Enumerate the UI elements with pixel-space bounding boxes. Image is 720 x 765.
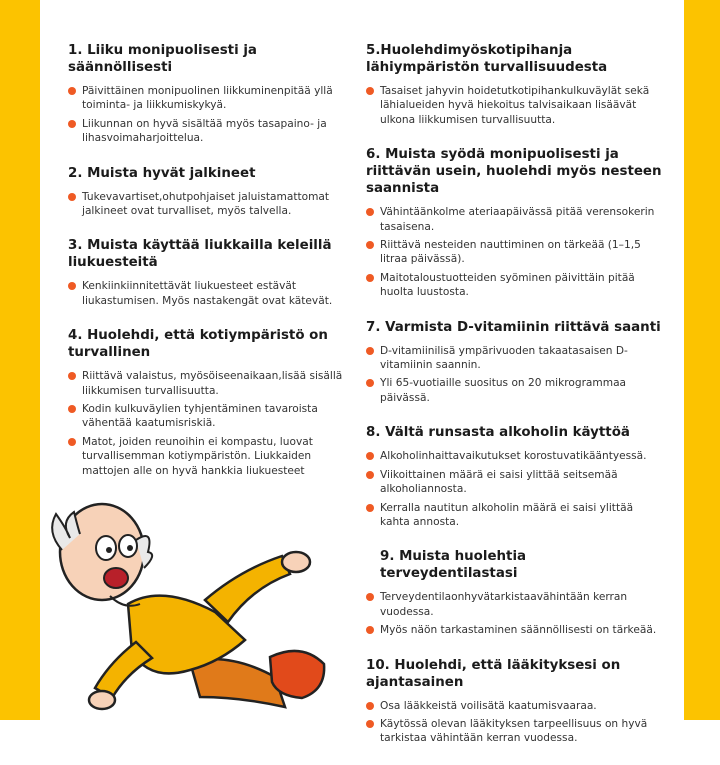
bullet-item: Viikoittainen määrä ei saisi ylittää seitsemää alkoholiannosta. [366, 468, 662, 497]
section-7 [366, 319, 662, 406]
bullet-item: D-vitamiinilisä ympärivuoden takaatasaisen D-vitamiinin saannin. [366, 344, 662, 373]
bullet-dot-icon [68, 120, 76, 128]
section-6 [366, 146, 662, 299]
bullet-item: Liikunnan on hyvä sisältää myös tasapaino- ja lihasvoimaharjoittelua. [68, 117, 350, 146]
section-10 [366, 657, 662, 746]
bullet-dot-icon [366, 208, 374, 216]
section-heading: 6. Muista syödä monipuolisesti ja riittävän usein, huolehdi myös nesteen saannista [366, 147, 662, 197]
left-arm-shape [95, 642, 152, 698]
bullet-item: Osa lääkkeistä voilisätä kaatumisvaaraa. [366, 699, 662, 713]
bullet-dot-icon [68, 372, 76, 380]
bullet-dot-icon [68, 438, 76, 446]
right-column [366, 42, 662, 765]
section-heading: 8. Vältä runsasta alkoholin käyttöä [366, 425, 630, 441]
bullet-dot-icon [68, 193, 76, 201]
bullet-dot-icon [366, 379, 374, 387]
bullet-dot-icon [366, 347, 374, 355]
section-heading: 5.Huolehdimyöskotipihanja lähiympäristön turvallisuudesta [366, 43, 608, 75]
bullet-item: Alkoholinhaittavaikutukset korostuvatikääntyessä. [366, 449, 662, 463]
right-accent-bar [684, 0, 720, 720]
section-4 [68, 327, 350, 478]
mouth-shape [104, 568, 128, 588]
section-9 [366, 548, 662, 637]
bullet-item: Riittävä valaistus, myösöiseenaikaan,lisää sisällä liikkumisen turvallisuutta. [68, 369, 350, 398]
bullet-item: Käytössä olevan lääkityksen tarpeellisuus on hyvä tarkistaa vähintään kerran vuodessa. [366, 717, 662, 746]
section-1 [68, 42, 350, 146]
bullet-item: Tukevavartiset,ohutpohjaiset jaluistamattomat jalkineet ovat turvalliset, myös talvella. [68, 190, 350, 219]
bullet-item: Vähintäänkolme ateriaapäivässä pitää verensokerin tasaisena. [366, 205, 662, 234]
section-2 [68, 165, 350, 219]
bullet-item: Yli 65-vuotiaille suositus on 20 mikrogrammaa päivässä. [366, 376, 662, 405]
shoe-shape [270, 651, 324, 698]
section-heading: 4. Huolehdi, että kotiympäristö on turvallinen [68, 328, 328, 361]
section-heading: 7. Varmista D-vitamiinin riittävä saanti [366, 319, 661, 335]
bullet-item: Riittävä nesteiden nauttiminen on tärkeää (1–1,5 litraa päivässä). [366, 238, 662, 267]
bullet-item: Matot, joiden reunoihin ei kompastu, luovat turvallisemman kotiympäristön. Liukkaiden mattojen alle on hyvä hankkia liukuesteet [68, 435, 350, 478]
section-heading: 3. Muista käyttää liukkailla keleillä liukuesteitä [68, 238, 332, 271]
eye-left [96, 536, 116, 560]
bullet-item: Tasaiset jahyvin hoidetutkotipihankulkuväylät sekä lähialueiden hyvä hiekoitus talvisaikaan lisäävät ulkona liikkumisen turvallisuutta. [366, 84, 662, 127]
bullet-dot-icon [366, 471, 374, 479]
left-hand-shape [89, 691, 115, 709]
bullet-item: Päivittäinen monipuolinen liikkuminenpitää yllä toiminta- ja liikkumiskykyä. [68, 84, 350, 113]
bullet-item: Maitotaloustuotteiden syöminen päivittäin pitää huolta luustosta. [366, 271, 662, 300]
bullet-item: Myös näön tarkastaminen säännöllisesti on tärkeää. [366, 623, 662, 637]
section-heading: 10. Huolehdi, että lääkityksesi on ajantasainen [366, 657, 621, 690]
bullet-item: Kodin kulkuväylien tyhjentäminen tavaroista vähentää kaatumisriskiä. [68, 402, 350, 431]
bullet-dot-icon [68, 405, 76, 413]
section-5 [366, 42, 662, 127]
bullet-dot-icon [366, 241, 374, 249]
bullet-dot-icon [366, 720, 374, 728]
section-3 [68, 237, 350, 308]
bullet-dot-icon [68, 87, 76, 95]
bullet-dot-icon [366, 702, 374, 710]
section-8 [366, 424, 662, 529]
bullet-item: Terveydentilaonhyvätarkistaavähintään kerran vuodessa. [366, 590, 662, 619]
bullet-dot-icon [366, 274, 374, 282]
bullet-item: Kenkiinkiinnitettävät liukuesteet estävät liukastumisen. Myös nastakengät ovat kätevät. [68, 279, 350, 308]
falling-man-illustration [40, 492, 330, 720]
bullet-dot-icon [366, 87, 374, 95]
section-heading: 9. Muista huolehtia terveydentilastasi [380, 549, 527, 582]
left-column [68, 42, 350, 497]
right-arm-shape [205, 556, 290, 622]
section-heading: 2. Muista hyvät jalkineet [68, 165, 256, 181]
left-accent-bar [0, 0, 40, 720]
bullet-dot-icon [366, 452, 374, 460]
bullet-dot-icon [366, 593, 374, 601]
bullet-dot-icon [68, 282, 76, 290]
section-heading: 1. Liiku monipuolisesti ja säännöllisesti [68, 43, 257, 75]
bullet-item: Kerralla nautitun alkoholin määrä ei saisi ylittää kahta annosta. [366, 501, 662, 530]
bullet-dot-icon [366, 626, 374, 634]
right-hand-shape [282, 552, 310, 572]
bullet-dot-icon [366, 504, 374, 512]
